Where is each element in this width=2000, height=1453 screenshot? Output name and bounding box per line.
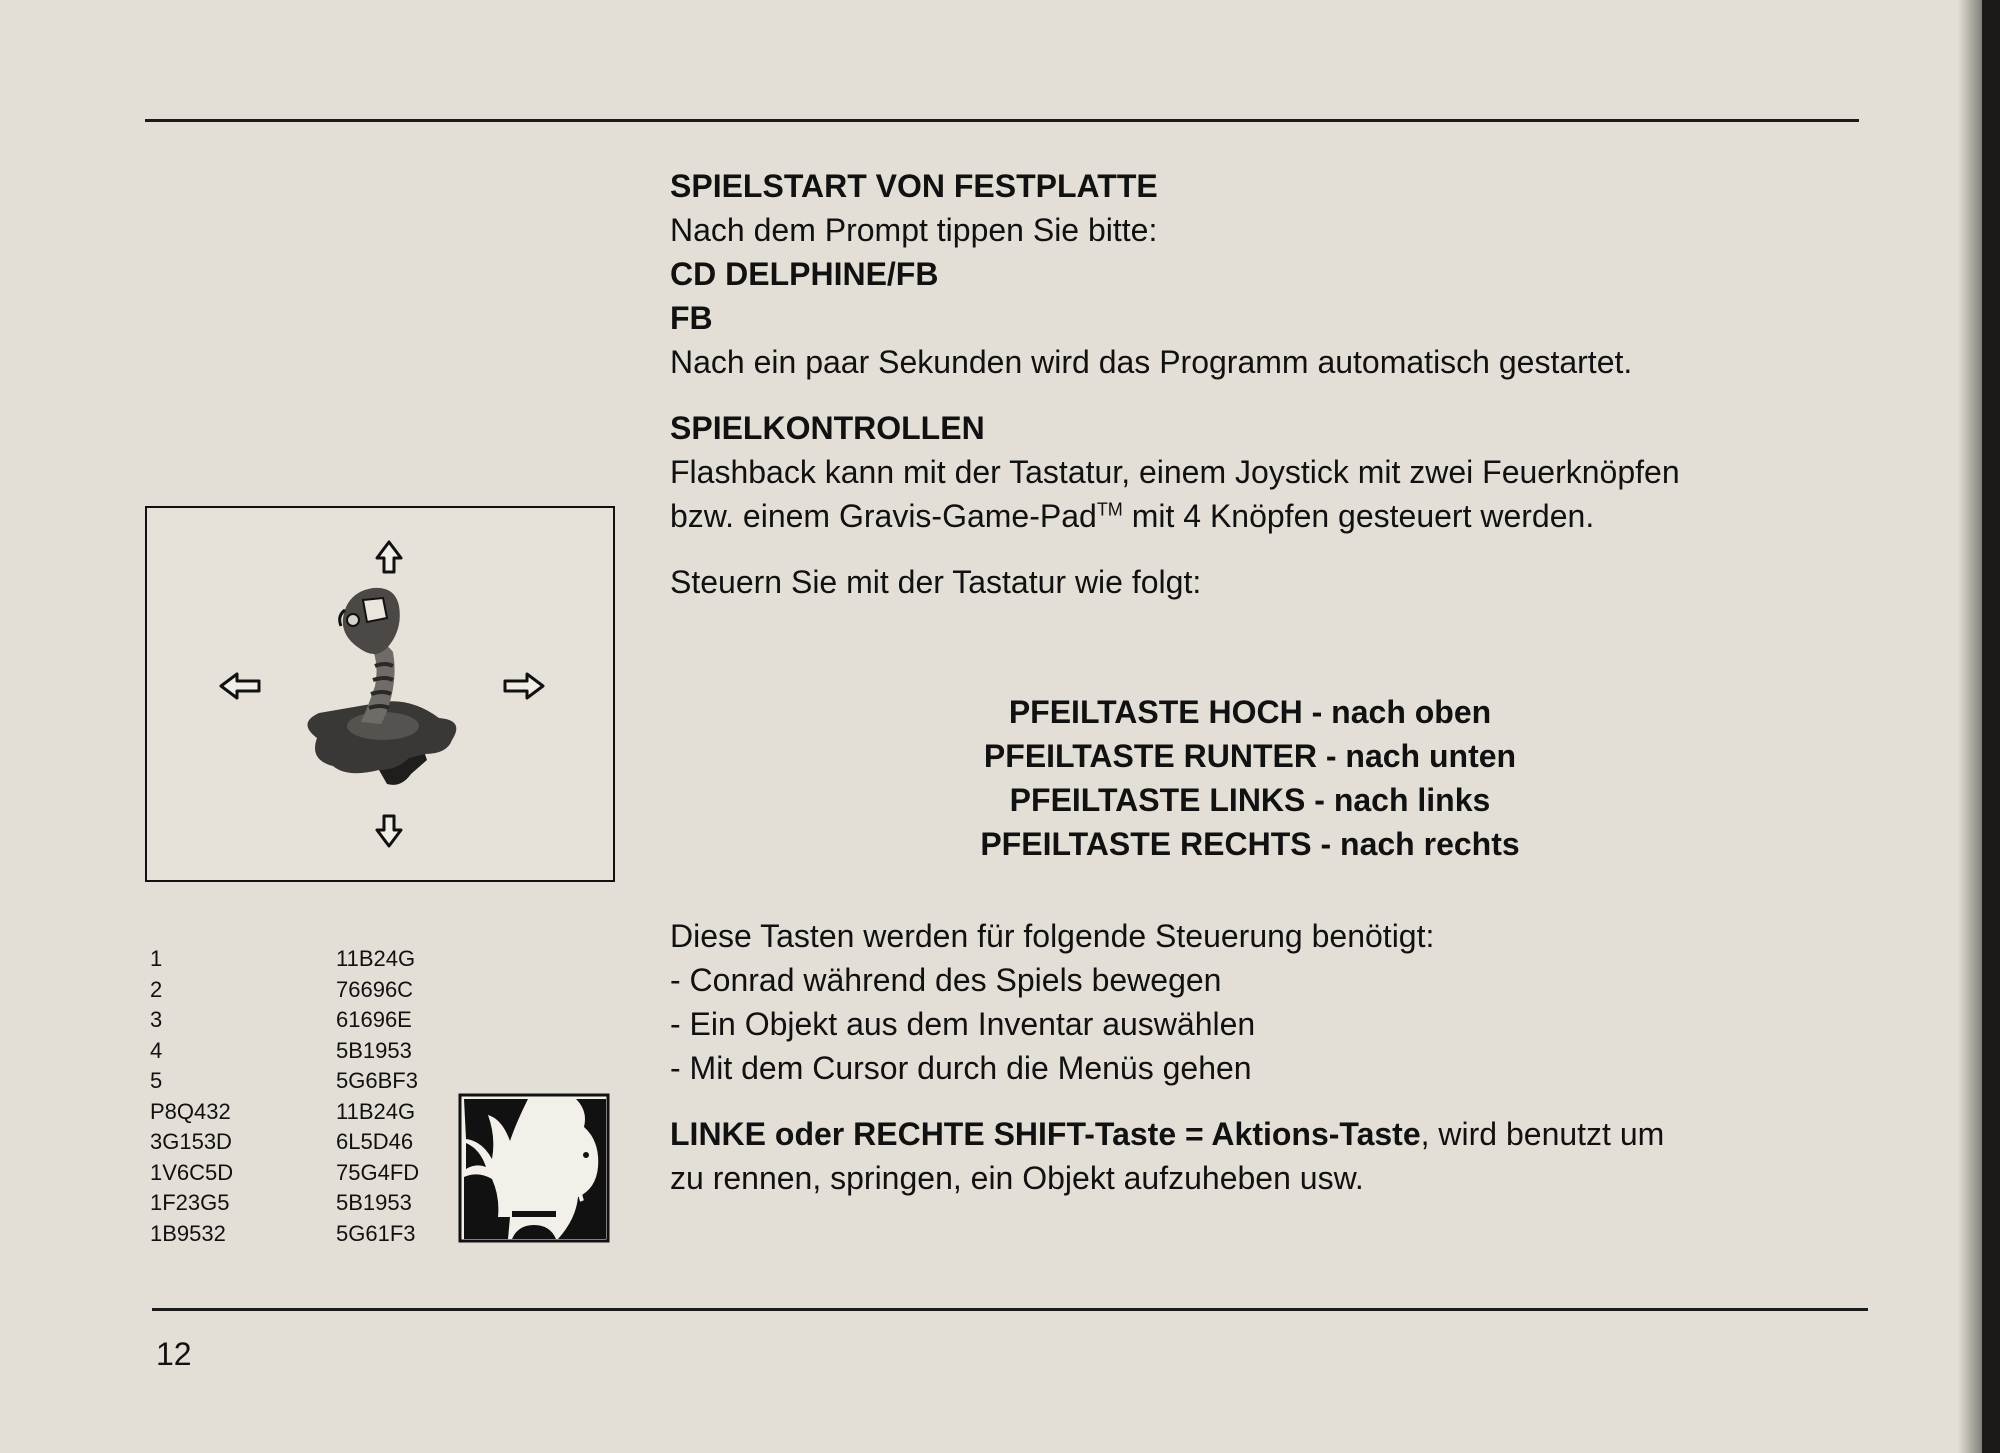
- code-right: 11B24G: [336, 1098, 416, 1124]
- code-left: 3G153D: [150, 1129, 232, 1154]
- code-right: 5B1953: [336, 1037, 412, 1063]
- controls-line-1: Flashback kann mit der Tastatur, einem Joystick mit zwei Feuerknöpfen: [670, 454, 1680, 490]
- code-right: 5B1953: [336, 1190, 412, 1215]
- code-table-row: [150, 1188, 446, 1219]
- key-down: PFEILTASTE RUNTER - nach unten: [983, 738, 1517, 774]
- controls-line-2-pre: bzw. einem Gravis-Game-Pad: [670, 498, 1097, 534]
- action-line-2: zu rennen, springen, ein Objekt aufzuheben usw.: [670, 1160, 1364, 1196]
- command-fb: FB: [670, 300, 713, 336]
- command-cd: CD DELPHINE/FB: [670, 256, 939, 292]
- code-left: 2: [150, 976, 163, 1002]
- code-left: 1F23G5: [150, 1190, 230, 1215]
- page-number: 12: [156, 1336, 192, 1372]
- code-table-row: [150, 1127, 446, 1158]
- code-table-row: [150, 1005, 446, 1036]
- face-icon: [458, 1093, 610, 1243]
- usage-item-1: - Conrad während des Spiels bewegen: [670, 962, 1222, 998]
- action-line-1: [670, 1112, 1870, 1156]
- usage-item-3: - Mit dem Cursor durch die Menüs gehen: [670, 1050, 1252, 1086]
- code-right: 61696E: [336, 1007, 412, 1032]
- code-left: 3: [150, 1007, 163, 1032]
- code-right: 5G61F3: [336, 1220, 416, 1246]
- usage-text: [670, 914, 1870, 1200]
- usage-intro: Diese Tasten werden für folgende Steuerung benötigt:: [670, 918, 1435, 954]
- code-table-row: [150, 944, 446, 975]
- joystick-figure: [145, 506, 615, 882]
- main-text-column: [670, 164, 1870, 604]
- usage-item-2: - Ein Objekt aus dem Inventar auswählen: [670, 1006, 1256, 1042]
- action-key-rest: , wird benutzt um: [1420, 1116, 1665, 1152]
- controls-line-2: [670, 494, 1870, 538]
- top-rule: [145, 119, 1859, 122]
- action-key-bold: LINKE oder RECHTE SHIFT-Taste = Aktions-Taste: [670, 1116, 1421, 1152]
- start-note: Nach ein paar Sekunden wird das Programm automatisch gestartet.: [670, 344, 1633, 380]
- code-table: [150, 944, 446, 1249]
- key-left: PFEILTASTE LINKS - nach links: [1009, 782, 1491, 818]
- code-table-row: [150, 975, 446, 1006]
- code-table-row: [150, 1097, 446, 1128]
- bottom-rule: [152, 1308, 1868, 1311]
- code-table-row: [150, 1036, 446, 1067]
- code-table-row: [150, 1158, 446, 1189]
- code-right: 11B24G: [336, 946, 416, 971]
- keyboard-intro: Steuern Sie mit der Tastatur wie folgt:: [670, 564, 1202, 600]
- code-right: 76696C: [336, 976, 414, 1002]
- code-left: P8Q432: [150, 1098, 231, 1124]
- arrow-key-list: [940, 690, 1560, 866]
- key-right: PFEILTASTE RECHTS - nach rechts: [980, 826, 1520, 862]
- key-up: PFEILTASTE HOCH - nach oben: [1008, 694, 1492, 730]
- trademark-mark: TM: [1096, 499, 1123, 520]
- code-right: 6L5D46: [336, 1129, 414, 1154]
- code-right: 75G4FD: [336, 1159, 420, 1185]
- code-table-row: [150, 1219, 446, 1250]
- code-right: 5G6BF3: [336, 1068, 418, 1093]
- code-left: 1V6C5D: [150, 1159, 234, 1185]
- arrow-right-icon: [505, 674, 543, 698]
- controls-line-2-post: mit 4 Knöpfen gesteuert werden.: [1122, 498, 1595, 534]
- heading-spielkontrollen: SPIELKONTROLLEN: [670, 410, 985, 446]
- code-left: 1: [150, 946, 163, 971]
- heading-spielstart: SPIELSTART VON FESTPLATTE: [670, 168, 1158, 204]
- code-table-row: [150, 1066, 446, 1097]
- code-left: 5: [150, 1068, 163, 1093]
- code-left: 4: [150, 1037, 163, 1063]
- arrow-left-icon: [221, 674, 259, 698]
- start-intro: Nach dem Prompt tippen Sie bitte:: [670, 212, 1158, 248]
- arrow-down-icon: [377, 816, 401, 846]
- arrow-up-icon: [377, 542, 401, 572]
- binding-edge: [1982, 0, 2000, 1453]
- code-left: 1B9532: [150, 1220, 226, 1246]
- joystick-icon: [307, 588, 456, 785]
